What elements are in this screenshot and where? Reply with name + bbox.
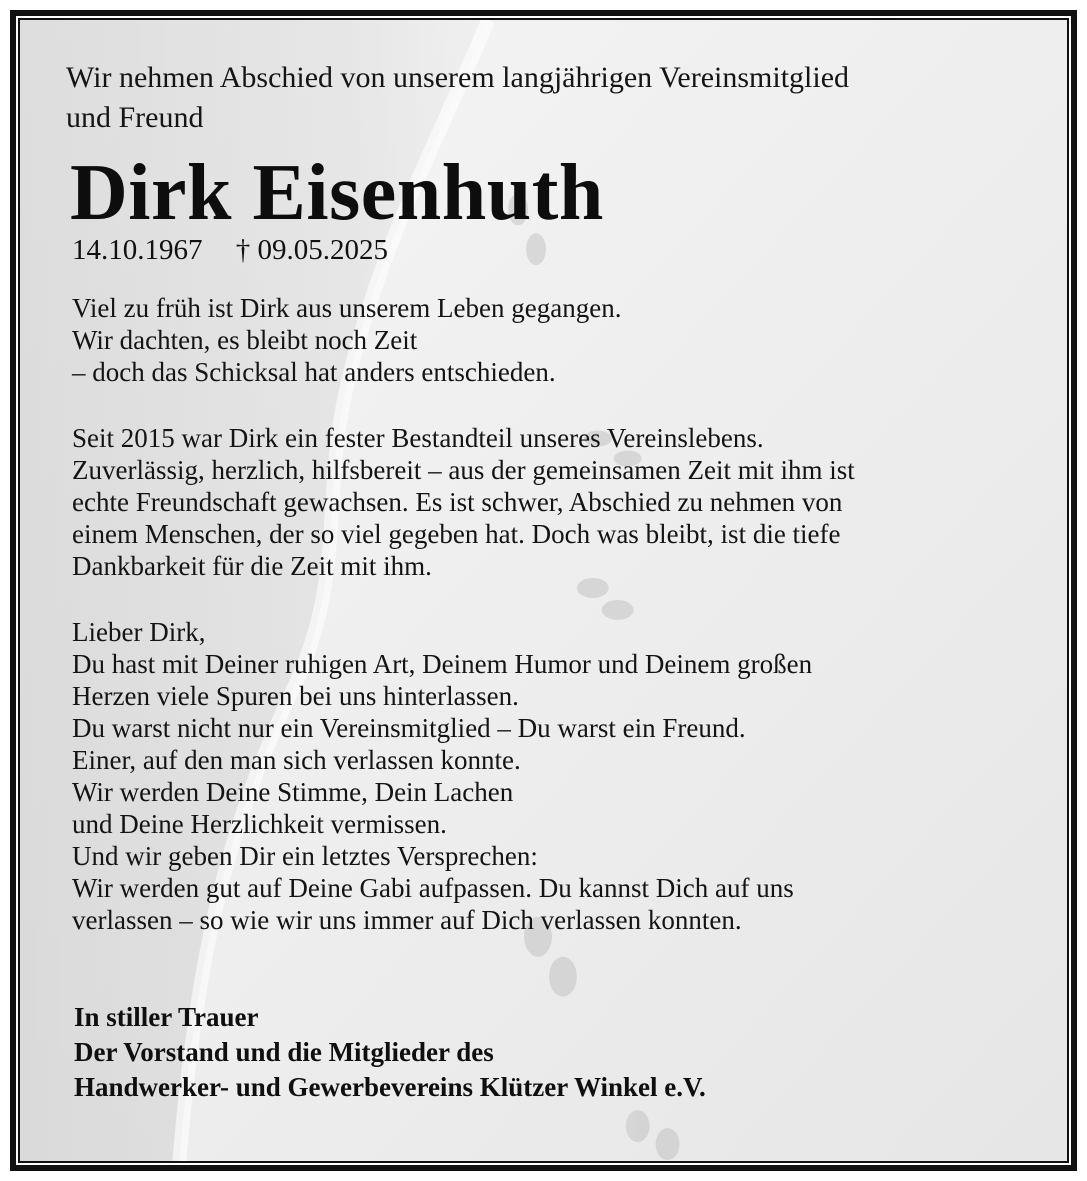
text-line: Dankbarkeit für die Zeit mit ihm. (72, 551, 432, 581)
birth-date: 14.10.1967 (72, 234, 203, 266)
paragraph-2 (72, 422, 1052, 582)
obituary-notice (18, 18, 1069, 1163)
text-line: Wir werden gut auf Deine Gabi aufpassen. Du kannst Dich auf uns (72, 873, 794, 903)
text-line: echte Freundschaft gewachsen. Es ist schwer, Abschied zu nehmen von (72, 487, 843, 517)
paragraph-1 (72, 292, 1052, 388)
intro-line: Wir nehmen Abschied von unserem langjährigen Vereinsmitglied (66, 61, 850, 94)
death-date: † 09.05.2025 (235, 234, 388, 266)
text-line: Viel zu früh ist Dirk aus unserem Leben gegangen. (72, 293, 622, 323)
text-line: Du hast mit Deiner ruhigen Art, Deinem Humor und Deinem großen (72, 649, 813, 679)
text-line: verlassen – so wie wir uns immer auf Dich verlassen konnten. (72, 905, 742, 935)
text-line: Du warst nicht nur ein Vereinsmitglied – Du warst ein Freund. (72, 713, 746, 743)
text-line: Seit 2015 war Dirk ein fester Bestandteil unseres Vereinslebens. (72, 423, 764, 453)
text-line: Zuverlässig, herzlich, hilfsbereit – aus der gemeinsamen Zeit mit ihm ist (72, 455, 855, 485)
paragraph-3 (72, 616, 1052, 936)
text-line: Wir dachten, es bleibt noch Zeit (72, 325, 418, 355)
text-line: Herzen viele Spuren bei uns hinterlassen. (72, 681, 519, 711)
text-line: und Deine Herzlichkeit vermissen. (72, 809, 447, 839)
signature-line: Handwerker- und Gewerbevereins Klützer Winkel e.V. (74, 1072, 706, 1102)
intro-line: und Freund (66, 101, 204, 134)
text-line: einem Menschen, der so viel gegeben hat. Doch was bleibt, ist die tiefe (72, 519, 841, 549)
text-line: Wir werden Deine Stimme, Dein Lachen (72, 777, 514, 807)
deceased-name: Dirk Eisenhuth (70, 149, 604, 237)
signature-block (74, 1000, 706, 1105)
intro-text (66, 58, 1046, 138)
text-line: Und wir geben Dir ein letztes Versprechen: (72, 841, 538, 871)
text-line: Lieber Dirk, (72, 617, 206, 647)
notice-content (20, 20, 1067, 1161)
text-line: – doch das Schicksal hat anders entschieden. (72, 357, 556, 387)
life-dates (72, 232, 388, 268)
signature-line: Der Vorstand und die Mitglieder des (74, 1037, 494, 1067)
text-line: Einer, auf den man sich verlassen konnte. (72, 745, 521, 775)
signature-line: In stiller Trauer (74, 1002, 259, 1032)
